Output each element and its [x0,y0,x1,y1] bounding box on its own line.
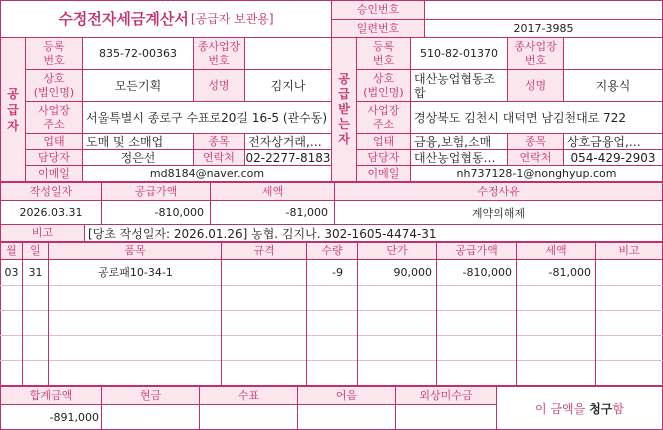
divider [563,133,564,165]
supplier-branch-label: 종사업장 번호 [194,38,244,69]
supplier-biz-type: 도매 및 소매업 [83,134,193,149]
divider [0,259,663,260]
buyer-reg-no-label: 등록 번호 [357,38,410,69]
buyer-email[interactable]: nh737128-1@nonghyup.com [411,166,662,181]
serial-value: 2017-3985 [425,20,662,37]
supplier-phone-label: 연락처 [194,150,244,165]
divider [101,386,102,430]
bill-amount [298,405,395,429]
divider [297,386,298,430]
approval-value [425,1,662,19]
buyer-name: 대산농업협동조합 [411,70,507,101]
divider [496,386,497,430]
supplier-phone: 02-2277-8183 [245,150,331,165]
buyer-reg-no: 510-82-01370 [411,38,507,69]
divider [331,0,332,182]
divider [25,69,331,70]
divider [244,37,245,101]
table-row-spec [222,262,306,282]
divider [507,37,508,101]
divider [0,200,663,201]
divider [25,165,331,166]
divider [356,165,663,166]
revision-reason: 계약의해제 [335,201,662,224]
title-sub: [공급자 보관용] [190,12,274,26]
divider [0,386,663,387]
divider [424,0,425,37]
buyer-phone-label: 연락처 [508,150,563,165]
divider [22,242,23,386]
buyer-biz-item: 상호금융업,… [564,134,662,149]
claim-word: 청구 [589,401,613,416]
divider [25,101,331,102]
col-month: 월 [1,243,22,259]
tax-total: -81,000 [211,201,334,224]
divider [395,386,396,430]
divider [507,133,508,165]
divider [193,37,194,101]
claim-prefix: 이 금액을 [535,401,586,416]
divider [25,37,26,182]
table-row-day: 31 [28,265,43,279]
divider [334,182,335,224]
supplier-biz-item-label: 종목 [194,134,244,149]
buyer-manager: 대산농업협동… [411,150,507,165]
divider [516,242,517,386]
cash-amount [102,405,199,429]
divider [244,133,245,165]
supplier-rep: 김지나 [245,70,331,101]
table-row-product: 공로패10-34-1 [98,266,173,279]
supplier-reg-no-label: 등록 번호 [26,38,82,69]
divider [82,37,83,182]
divider [221,242,222,386]
buyer-rep-label: 성명 [508,70,563,101]
divider [25,133,331,134]
supplier-rep-label: 성명 [194,70,244,101]
supplier-name-label: 상호 (법인명) [26,70,82,101]
claim-suffix: 함 [612,401,624,416]
col-unit-price: 단가 [358,243,436,259]
approval-label: 승인번호 [332,1,424,19]
buyer-phone: 054-429-2903 [564,150,662,165]
table-row-supply: -810,000 [462,265,512,279]
row-divider [0,335,663,336]
buyer-rep: 지용식 [564,70,662,101]
col-tax: 세액 [517,243,595,259]
tax-total-label: 세액 [211,183,334,200]
supplier-address: 서울특별시 종로구 수표로20길 16-5 (관수동) [83,102,331,133]
buyer-biz-item-label: 종목 [508,134,563,149]
supplier-biz-type-label: 업태 [26,134,82,149]
divider [25,149,331,150]
divider [331,19,663,20]
table-row-unit-price: 90,000 [393,265,432,279]
divider [356,101,663,102]
divider [563,37,564,101]
invoice-title [1,1,331,36]
bill-label: 어음 [298,387,395,404]
title-main: 수정전자세금계산서 [58,10,189,28]
supplier-address-label: 사업장 주소 [26,102,82,133]
supply-total-label: 공급가액 [102,183,210,200]
table-row-tax: -81,000 [548,265,591,279]
row-divider [0,360,663,361]
serial-label: 일련번호 [332,20,424,37]
buyer-address: 경상북도 김천시 대덕면 남김천대로 722 [411,102,662,133]
supplier-email-label: 이메일 [26,166,82,181]
supply-total: -810,000 [102,201,210,224]
divider [101,182,102,224]
supplier-manager: 정은선 [83,150,193,165]
divider [0,182,663,183]
date-label: 작성일자 [1,183,101,200]
supplier-manager-label: 담당자 [26,150,82,165]
supplier-biz-item: 전자상거래,… [245,134,331,149]
issue-date: 2026.03.31 [1,201,101,224]
col-supply: 공급가액 [437,243,516,259]
buyer-biz-type: 금융,보험,소매 [411,134,507,149]
credit-label: 외상미수금 [396,387,496,404]
row-divider [0,310,663,311]
credit-amount [396,405,496,429]
divider [357,242,358,386]
table-row-qty: -9 [332,265,343,279]
supplier-side-label: 공 급 자 [1,38,25,181]
supplier-branch [245,38,331,69]
divider [356,69,663,70]
supplier-email[interactable]: md8184@naver.com [83,166,331,181]
table-row-month: 03 [4,265,19,279]
divider [0,404,497,405]
row-divider [0,285,663,286]
buyer-side-label: 공 급 받 는 자 [332,38,356,181]
col-qty: 수량 [307,243,357,259]
note-value: [당초 작성일자: 2026.01.26] 농협. 김지나. 302-1605-4474-31 [85,225,662,241]
buyer-branch [564,38,662,69]
buyer-email-label: 이메일 [357,166,410,181]
divider [356,133,663,134]
divider [436,242,437,386]
divider [306,242,307,386]
divider [595,242,596,386]
col-spec: 규격 [222,243,306,259]
divider [356,149,663,150]
note-label: 비고 [1,225,84,241]
check-amount [200,405,297,429]
divider [410,37,411,182]
supplier-name: 모든기획 [83,70,193,101]
buyer-address-label: 사업장 주소 [357,102,410,133]
table-row-note [596,262,662,282]
divider [199,386,200,430]
buyer-branch-label: 종사업장 번호 [508,38,563,69]
cash-label: 현금 [102,387,199,404]
divider [0,224,663,225]
col-note: 비고 [596,243,662,259]
divider [84,224,85,241]
divider [193,133,194,165]
divider [0,242,663,243]
divider [210,182,211,224]
total-amount-label: 합계금액 [1,387,101,404]
col-product: 품목 [49,243,221,259]
buyer-manager-label: 담당자 [357,150,410,165]
claim-statement [497,387,662,429]
supplier-reg-no: 835-72-00363 [83,38,193,69]
divider [48,242,49,386]
check-label: 수표 [200,387,297,404]
divider [356,37,357,182]
col-day: 일 [23,243,48,259]
reason-label: 수정사유 [335,183,662,200]
total-amount: -891,000 [1,405,101,429]
buyer-name-label: 상호 (법인명) [357,70,410,101]
buyer-biz-type-label: 업태 [357,134,410,149]
